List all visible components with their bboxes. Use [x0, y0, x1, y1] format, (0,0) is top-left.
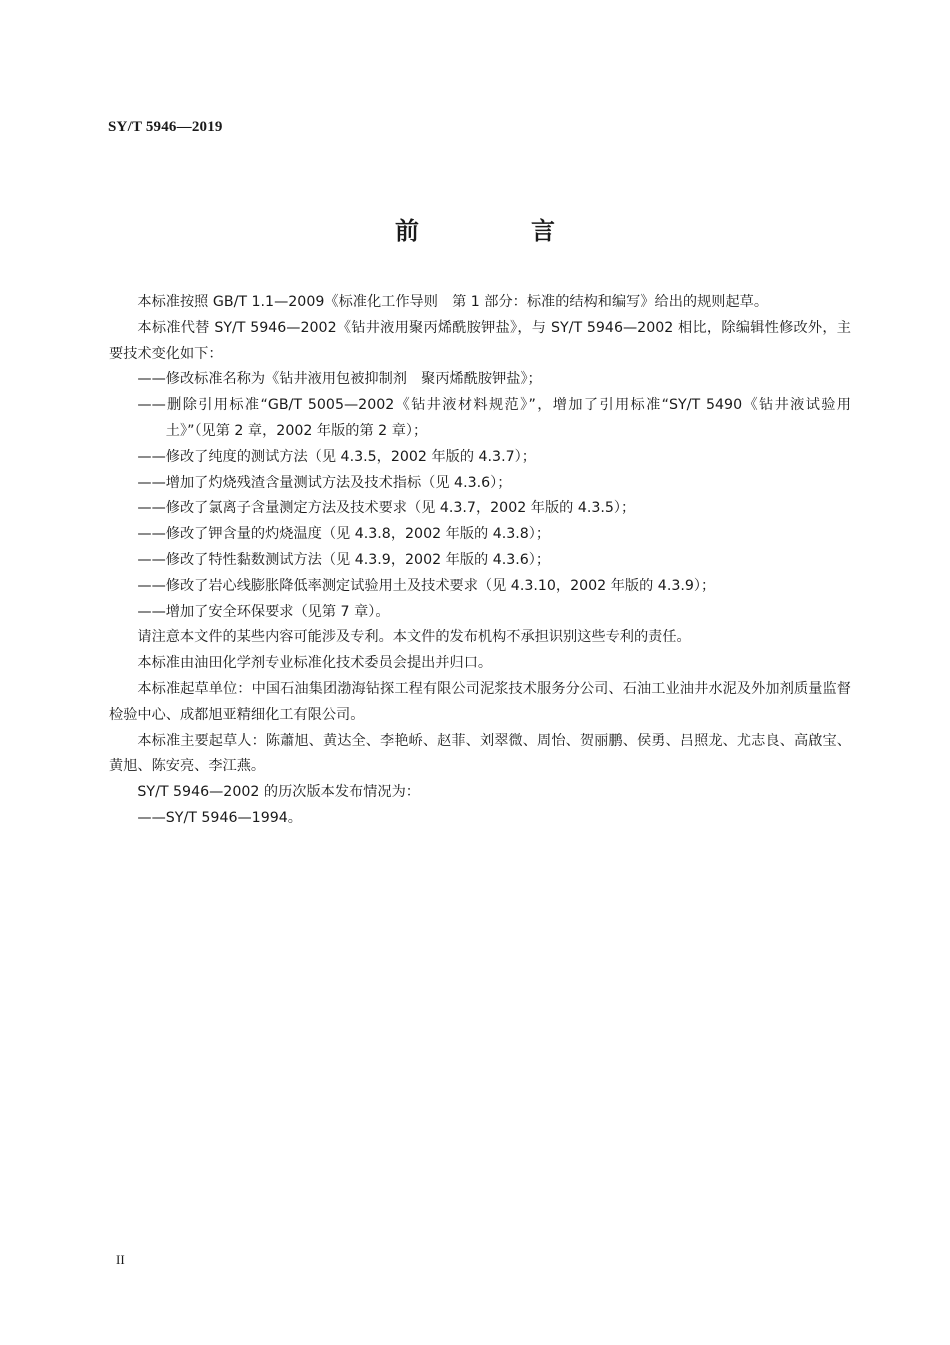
change-item: ——修改了钾含量的灼烧温度（见 4.3.8，2002 年版的 4.3.8）； [137, 526, 551, 543]
paragraph-patent-notice: 请注意本文件的某些内容可能涉及专利。本文件的发布机构不承担识别这些专利的责任。 [137, 629, 691, 646]
paragraph-committee: 本标准由油田化学剂专业标准化技术委员会提出并归口。 [137, 655, 493, 672]
standard-code: SY/T 5946—2019 [108, 119, 223, 135]
paragraph-replacement-note: 本标准代替 SY/T 5946—2002《钻井液用聚丙烯酰胺钾盐》，与 SY/T 5946—2002 相比，除编辑性修改外，主要技术变化如下： [109, 319, 851, 362]
page-title: 前 言 [395, 217, 599, 245]
change-item: ——删除引用标准“GB/T 5005—2002《钻井液材料规范》”，增加了引用标准“SY/T 5490《钻井液试验用土》”（见第 2 章，2002 年版的第 2 章）； [137, 397, 851, 439]
paragraph-drafting-rules: 本标准按照 GB/T 1.1—2009《标准化工作导则 第 1 部分：标准的结构和编写》给出的规则起草。 [137, 294, 769, 310]
change-item: ——增加了灼烧残渣含量测试方法及技术指标（见 4.3.6）； [137, 474, 512, 491]
change-item: ——增加了安全环保要求（见第 7 章）。 [137, 603, 390, 620]
change-item: ——修改了纯度的测试方法（见 4.3.5，2002 年版的 4.3.7）； [137, 448, 536, 465]
page-number: II [116, 1252, 125, 1267]
history-item: ——SY/T 5946—1994。 [137, 809, 302, 826]
change-item: ——修改标准名称为《钻井液用包被抑制剂 聚丙烯酰胺钾盐》； [137, 371, 542, 388]
paragraph-drafters: 本标准主要起草人：陈蕭旭、黄达全、李艳峤、赵菲、刘翠微、周怡、贺丽鹏、侯勇、吕照龙、尤志良、高啟宝、黄旭、陈安亮、李江燕。 [109, 732, 851, 775]
paragraph-drafting-units: 本标准起草单位：中国石油集团渤海钻探工程有限公司泥浆技术服务分公司、石油工业油井水泥及外加剂质量监督检验中心、成都旭亚精细化工有限公司。 [109, 680, 851, 723]
change-item: ——修改了特性黏数测试方法（见 4.3.9，2002 年版的 4.3.6）； [137, 551, 551, 568]
foreword-body [109, 290, 851, 832]
change-item: ——修改了岩心线膨胀降低率测定试验用土及技术要求（见 4.3.10，2002 年版的 4.3.9）； [137, 577, 716, 594]
paragraph-history-intro: SY/T 5946—2002 的历次版本发布情况为： [137, 784, 420, 801]
change-item: ——修改了氯离子含量测定方法及技术要求（见 4.3.7，2002 年版的 4.3.5）； [137, 500, 636, 517]
